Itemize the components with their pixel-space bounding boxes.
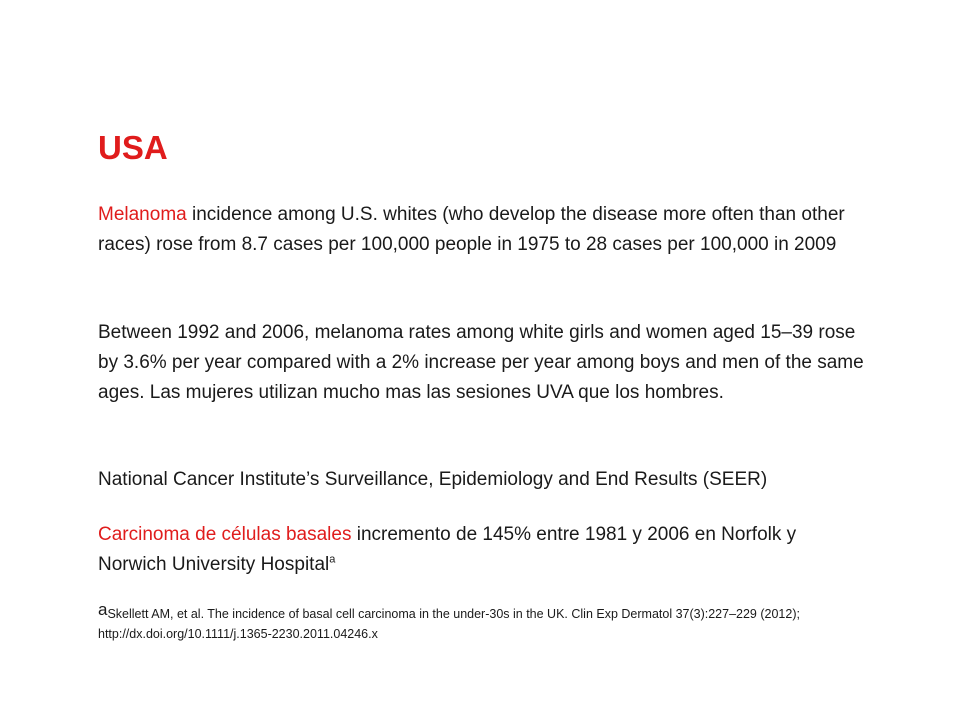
- footnote: [98, 600, 868, 644]
- footnote-marker: a: [98, 600, 108, 619]
- slide-title: USA: [98, 129, 168, 166]
- melanoma-highlight: Melanoma: [98, 204, 187, 225]
- melanoma-paragraph: [98, 200, 868, 260]
- melanoma-text: incidence among U.S. whites (who develop the disease more often than other races) rose from 8.7 cases per 100,000 people in 1975 to 28 cases per 100,000 in 2009: [98, 204, 845, 255]
- carcinoma-paragraph: [98, 520, 868, 580]
- carcinoma-text: incremento de 145% entre 1981 y 2006 en Norfolk y Norwich University Hospital: [98, 524, 797, 575]
- footnote-text: Skellett AM, et al. The incidence of basal cell carcinoma in the under-30s in the UK. Clin Exp Dermatol 37(3):227–229 (2012); http://dx.doi.org/10.1111/j.1365-2230.2011.04246.x: [98, 607, 800, 641]
- footnote-reference: a: [329, 553, 336, 566]
- gender-rates-paragraph: Between 1992 and 2006, melanoma rates among white girls and women aged 15–39 rose by 3.6% per year compared with a 2% increase per year among boys and men of the same ages. Las mujeres utilizan mucho mas las sesiones UVA que los hombres.: [98, 322, 864, 403]
- source-paragraph: National Cancer Institute’s Surveillance, Epidemiology and End Results (SEER): [98, 469, 768, 490]
- carcinoma-highlight: Carcinoma de células basales: [98, 524, 352, 545]
